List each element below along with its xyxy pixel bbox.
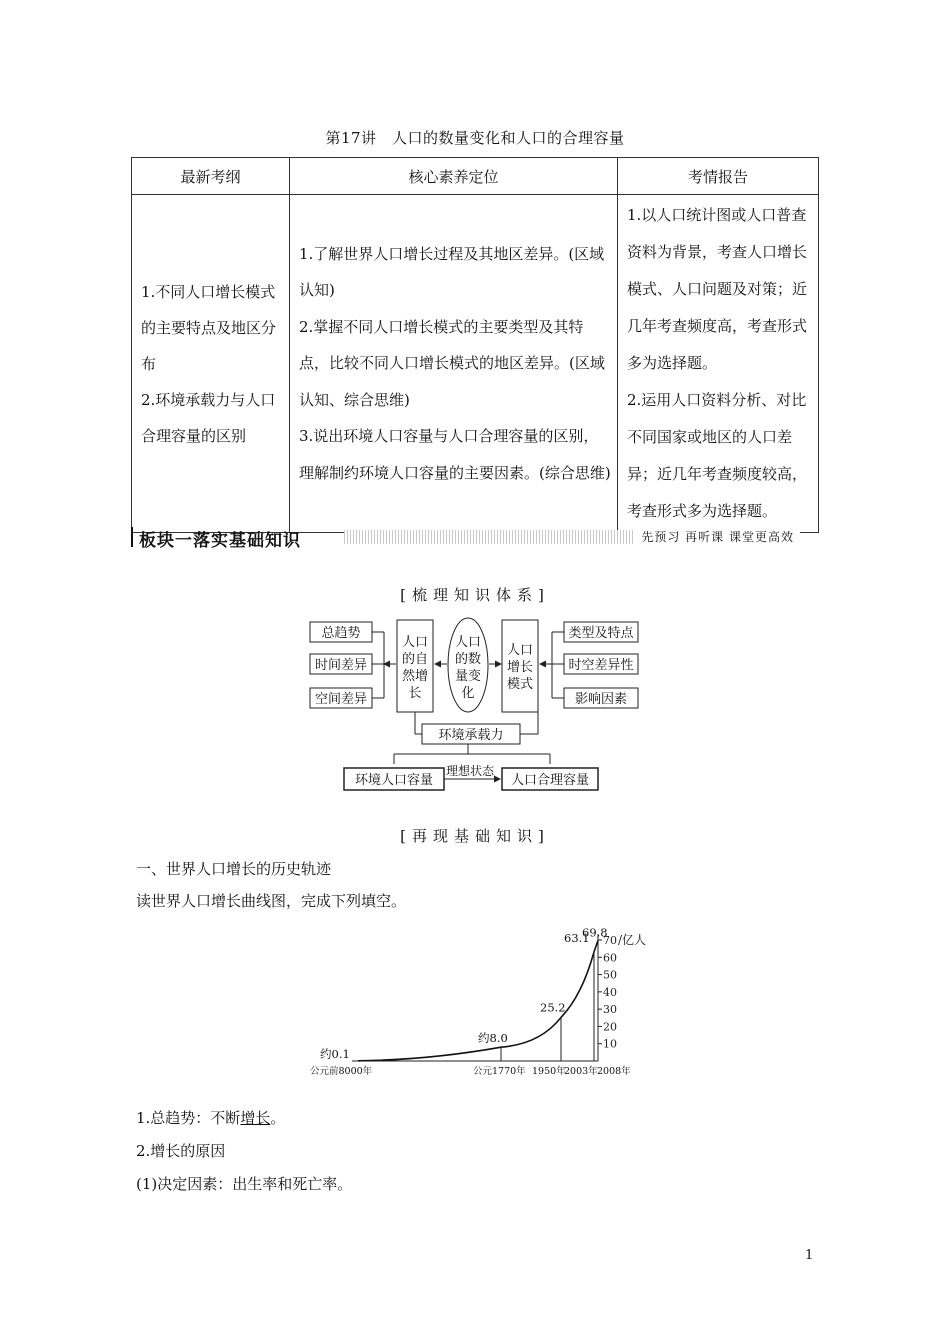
diagram-label: 环境人口容量 — [354, 773, 434, 788]
y-tick-label: 20 — [603, 1020, 617, 1034]
diagram-label: 影响因素 — [574, 692, 628, 707]
exam-report-item: 2.运用人口资料分析、对比不同国家或地区的人口差异；近几年考查频度较高，考查形式多为选择题。 — [627, 391, 808, 520]
section-banner — [131, 524, 806, 552]
section-title-basic-knowledge: [再现基础知识] — [400, 827, 550, 845]
syllabus-item: 2.环境承载力与人口合理容量的区别 — [141, 390, 276, 445]
diagram-label: 总趋势 — [321, 626, 361, 641]
diagram-label: 类型及特点 — [568, 626, 634, 641]
diagram-label: 长 — [408, 686, 422, 701]
page-title: 第17讲 人口的数量变化和人口的合理容量 — [325, 129, 625, 147]
y-tick-label: 30 — [603, 1003, 617, 1017]
diagram-label: 人口 — [506, 643, 534, 658]
syllabus-cell — [132, 195, 290, 533]
banner-title: 板块一落实基础知识 — [139, 531, 301, 551]
x-tick-label: 公元前8000年 — [310, 1066, 373, 1077]
x-tick-label: 1950年 — [532, 1066, 566, 1077]
diagram-label: 理想状态 — [445, 764, 495, 778]
item-trend-answer: 增长 — [240, 1109, 271, 1127]
syllabus-item: 1.不同人口增长模式的主要特点及地区分布 — [141, 282, 277, 373]
literacy-cell — [290, 195, 618, 533]
data-label: 约0.1 — [320, 1046, 350, 1061]
diagram-label: 空间差异 — [314, 692, 368, 707]
x-tick-label: 2003年 — [564, 1066, 598, 1077]
item-factor: (1)决定因素：出生率和死亡率。 — [136, 1175, 353, 1193]
diagram-label: 人口 — [401, 635, 429, 650]
banner-subtitle: 先预习 再听课 课堂更高效 — [635, 528, 800, 545]
item-trend-prefix: 1.总趋势：不断 — [136, 1109, 241, 1127]
item-trend-suffix: 。 — [270, 1109, 286, 1127]
knowledge-diagram — [300, 612, 650, 797]
diagram-label: 人口 — [454, 635, 482, 650]
data-label: 约8.0 — [478, 1031, 508, 1046]
literacy-item: 3.说出环境人口容量与人口合理容量的区别，理解制约环境人口容量的主要因素。(综合思维) — [299, 427, 611, 482]
y-tick-label: 10 — [603, 1037, 617, 1051]
diagram-label: 时空差异性 — [568, 658, 634, 673]
overview-table — [131, 157, 819, 533]
y-axis-label: /亿人 — [618, 933, 647, 947]
diagram-label: 模式 — [506, 677, 534, 692]
item-trend — [136, 1107, 285, 1128]
banner-bar — [131, 527, 133, 547]
diagram-label: 化 — [461, 686, 475, 701]
diagram-label: 时间差异 — [314, 658, 368, 673]
diagram-label: 环境承载力 — [438, 728, 504, 743]
diagram-label: 人口合理容量 — [510, 773, 590, 788]
literacy-item: 2.掌握不同人口增长模式的主要类型及其特点，比较不同人口增长模式的地区差异。(区域认知、综合思维) — [299, 317, 605, 409]
data-label: 25.2 — [540, 1000, 566, 1015]
diagram-label: 增长 — [506, 660, 534, 675]
exam-report-cell — [618, 195, 819, 533]
diagram-label: 的自 — [401, 652, 429, 667]
section-title-knowledge-system: [梳理知识体系] — [400, 586, 550, 604]
data-label: 63.1 — [564, 930, 590, 945]
page-number: 1 — [805, 1248, 814, 1263]
x-tick-label: 2008年 — [597, 1066, 631, 1077]
item-reason: 2.增长的原因 — [136, 1142, 226, 1160]
diagram-label: 量变 — [454, 669, 482, 684]
data-label: 69.8 — [582, 925, 608, 940]
population-chart — [300, 922, 660, 1084]
table-header-literacy: 核心素养定位 — [290, 158, 618, 195]
y-tick-label: 50 — [603, 968, 617, 982]
table-header-syllabus: 最新考纲 — [132, 158, 290, 195]
y-tick-label: 60 — [603, 951, 617, 965]
heading-history: 一、世界人口增长的历史轨迹 — [136, 860, 332, 878]
diagram-label: 的数 — [454, 652, 482, 667]
exam-report-item: 1.以人口统计图或人口普查资料为背景，考查人口增长模式、人口问题及对策；近几年考查频度高，考查形式多为选择题。 — [627, 206, 808, 372]
diagram-label: 然增 — [401, 669, 429, 684]
y-tick-label: 40 — [603, 985, 617, 999]
y-tick-label: 70 — [603, 934, 617, 947]
literacy-item: 1.了解世界人口增长过程及其地区差异。(区域认知) — [299, 244, 605, 300]
x-tick-label: 公元1770年 — [473, 1066, 526, 1077]
table-header-exam-report: 考情报告 — [618, 158, 819, 195]
instruction-text: 读世界人口增长曲线图，完成下列填空。 — [136, 892, 407, 910]
